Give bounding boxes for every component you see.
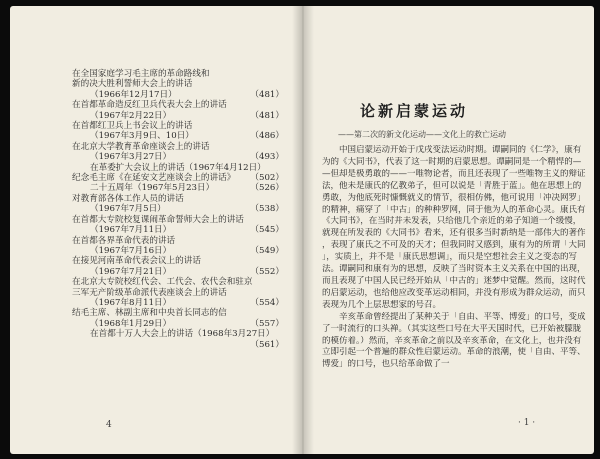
toc-line-text: 在北京大专院校红代会、工代会、农代会和驻京 [72, 277, 253, 288]
body-line: 《大同书》，在当时并未发表，只给他几个亲近的弟子知道一个缓慢， [322, 216, 582, 227]
toc-line-text: 在首都革命造反红卫兵代表大会上的讲话 [72, 100, 227, 111]
body-line: 的模仿着。）然而，辛亥革命之前以及辛亥革命，在文化上，也并没有 [322, 335, 582, 346]
chapter-subtitle: ——第二次的新文化运动——文化上的救亡运动 [338, 130, 506, 139]
toc-line-text: （1967年7月21日） [90, 266, 172, 277]
toc-page-ref: （557） [250, 318, 284, 329]
body-line: 」，实质上，并不是「康氏思想调」，而只是空想社会主义之变态的写 [322, 252, 578, 263]
toc-page-ref: （481） [250, 89, 284, 100]
toc-line-text: 在首都各界革命代表的讲话 [72, 235, 176, 246]
toc-page-ref: （561） [250, 339, 284, 350]
body-line: 法，他未是康氏的亿教弟子，但可以说是「青胜于蓝」。他在思想上的 [322, 180, 582, 191]
toc-line-text: 二十五周年（1967年5月23日） [90, 183, 215, 194]
toc-line-text: 在首都十万人大会上的讲话（1968年3月27日） [90, 329, 275, 340]
left-page-number: 4 [106, 420, 112, 430]
toc-line [72, 267, 284, 277]
toc-line-text: （1968年1月29日） [90, 318, 172, 329]
toc-line [72, 277, 284, 287]
toc-line [72, 111, 284, 121]
toc-line [72, 329, 284, 350]
toc-line [72, 204, 284, 214]
left-page [10, 6, 302, 454]
toc-line [72, 288, 284, 298]
toc-line [72, 142, 284, 152]
toc-line [72, 152, 284, 162]
chapter-body [322, 145, 586, 371]
toc-line [72, 183, 284, 193]
body-line: ，表现了康氏之不可及的天才；但我同时又感到，康有为的所谓「大同 [322, 240, 586, 251]
body-line: —但却是极勇敢的——一唯物论者，而且还表现了一些唯物主义的辩证 [322, 168, 586, 179]
body-line: 中国启蒙运动开始于戊戌变法运动时期。谭嗣同的《仁学》，康有 [322, 145, 582, 155]
toc-line-text: （1967年3月9日、10日） [90, 131, 194, 142]
toc-line-text: 在全国家庭学习毛主席的革命路线和 [72, 69, 210, 79]
toc-line-text: 三军无产阶级革命派代表座谈会上的讲话 [72, 287, 227, 298]
toc-line [72, 246, 284, 256]
body-line: 勇敢，为他底死时慷慨就义的情节，很相仿佛，他可说用「冲决网罗」 [322, 192, 586, 203]
body-line: 的启蒙运动，也给他应改变革运动相同，并没有形成为群众运动，而只 [322, 287, 586, 298]
toc-line-text: 在北京大学教育革命座谈会上的讲话 [72, 141, 210, 152]
toc-page-ref: （549） [250, 245, 284, 256]
toc-line-text: 在首都红卫兵上书会议上的讲话 [72, 121, 193, 132]
toc-line [72, 225, 284, 235]
toc-page-ref: （486） [250, 131, 284, 142]
toc-line-text: 新的决大胜利誓师大会上的讲话 [72, 79, 193, 90]
toc-line [72, 308, 284, 318]
toc-line [72, 215, 284, 225]
toc-page-ref: （481） [250, 110, 284, 121]
toc-line-text: 纪念毛主席《在延安文艺座谈会上的讲话》 [72, 173, 236, 184]
toc-line [72, 100, 284, 110]
toc-line-text: （1967年7月11日） [90, 225, 172, 236]
body-line: 而且表现了中国人民已经开始从「中古的」迷梦中觉醒。然而，这时代 [322, 275, 586, 286]
body-line: 表现为几个上层思想家的号召。 [322, 299, 442, 310]
open-book [10, 6, 594, 454]
toc-line [72, 319, 284, 329]
toc-line-text: 结毛主席、林副主席和中央首长同志的信 [72, 308, 227, 319]
toc-line [72, 131, 284, 141]
body-line: 辛亥革命曾经提出了某种关于「自由、平等、博爱」的口号，变成 [322, 311, 586, 322]
body-line: 了一时流行的口头禅。（其实这些口号在大平天国时代，已开始被朦胧 [322, 323, 582, 334]
toc-line-text: 对教育部各体工作人员的讲话 [72, 193, 184, 204]
toc-page-ref: （545） [250, 225, 284, 236]
body-line: 就现在所发表的《大同书》看来，还有很多当时新纳是一部伟大的著作 [322, 228, 586, 239]
table-of-contents [72, 69, 284, 350]
toc-line [72, 121, 284, 131]
toc-line [72, 79, 284, 89]
toc-line-text: （1967年2月22日） [90, 110, 172, 121]
toc-page-ref: （538） [250, 204, 284, 215]
body-line: 为的《大同书》，代表了这一时期的启蒙思想。谭嗣同是一个精悍的— [322, 156, 582, 167]
toc-page-ref: （554） [250, 297, 284, 308]
body-line: 博爱」的口号，也只给革命做了一 [322, 359, 450, 370]
toc-line-text: （1967年7月16日） [90, 245, 172, 256]
toc-line-text: 在革委扩大会议上的讲话（1967年4月12日） [90, 162, 266, 173]
toc-line-text: （1967年7月5日） [90, 204, 166, 215]
body-line: 的精神，痛穿了「中古」的种种罗网，同于他为人的革命心灵。康氏有 [322, 204, 586, 215]
book-spine-shadow [292, 6, 314, 454]
toc-line [72, 236, 284, 246]
toc-line [72, 194, 284, 204]
toc-line-text: （1967年8月11日） [90, 297, 172, 308]
toc-line [72, 298, 284, 308]
toc-page-ref: （493） [250, 152, 284, 163]
toc-page-ref: （526） [250, 183, 284, 194]
toc-line-text: 在接见河南革命代表会议上的讲话 [72, 256, 201, 267]
toc-line [72, 69, 284, 79]
toc-page-ref: （552） [250, 266, 284, 277]
toc-line-text: （1966年12月17日） [90, 89, 177, 100]
toc-line-text: 在首都大专院校复课闹革命誓师大会上的讲话 [72, 214, 244, 225]
toc-line [72, 256, 284, 266]
toc-line [72, 90, 284, 100]
toc-line-text: （1967年3月27日） [90, 152, 172, 163]
right-page-number: · 1 · [518, 418, 536, 428]
toc-page-ref: （502） [250, 173, 284, 184]
chapter-title: 论新启蒙运动 [360, 102, 469, 120]
body-line: 立即引起一个普遍的群众性启蒙运动。革命的浪潮，使「自由、平等、 [322, 347, 586, 358]
body-line: 法。谭嗣同和康有为的思想，反映了当时资本主义关系在中国的出现， [322, 264, 586, 275]
